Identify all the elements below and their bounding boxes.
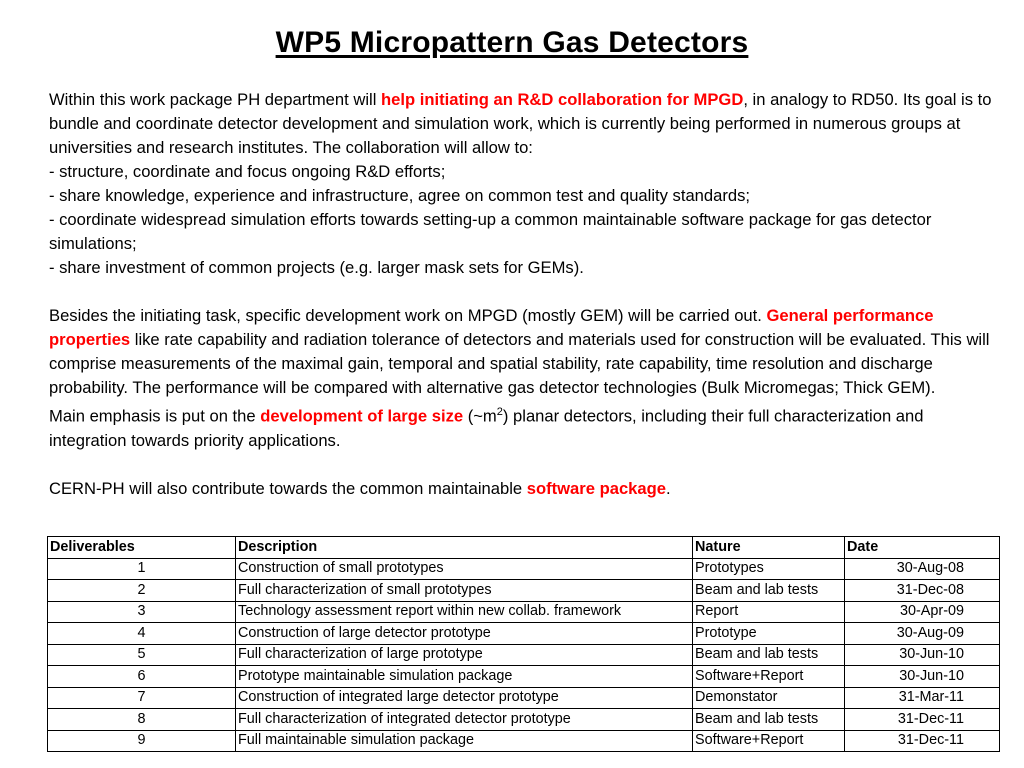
intro-text-cont: , in analogy to RD50. Its goal is to bundle and coordinate detector development and simulation work, which is currently being performed in numerous groups at universities and research institutes. The collaboration will allow to: [49,90,992,157]
bullet-item: - share knowledge, experience and infrastructure, agree on common test and quality standards; [49,186,751,205]
bullet-item: - structure, coordinate and focus ongoing R&D efforts; [49,162,446,181]
bullet-item: - coordinate widespread simulation efforts towards setting-up a common maintainable software package for gas detector simulations; [49,210,932,253]
intro-text: Within this work package PH department will [49,90,382,109]
deliverable-date: 30-Aug-09 [845,623,1000,645]
deliverable-nature: Prototype [693,623,845,645]
emphasis-paragraph [49,400,999,453]
deliverable-description: Prototype maintainable simulation package [236,666,693,688]
table-body [48,558,1000,752]
spacer [49,453,999,477]
deliverable-description: Construction of small prototypes [236,558,693,580]
deliverable-description: Full characterization of small prototypes [236,580,693,602]
deliverable-nature: Prototypes [693,558,845,580]
deliverable-nature: Beam and lab tests [693,580,845,602]
intro-paragraph [49,88,999,160]
deliverable-number: 2 [48,580,236,602]
development-text: Besides the initiating task, specific development work on MPGD (mostly GEM) will be carried out. [49,306,767,325]
deliverable-number: 5 [48,644,236,666]
deliverable-nature: Software+Report [693,666,845,688]
intro-highlight: help initiating an R&D collaboration for MPGD [381,90,744,109]
deliverable-nature: Beam and lab tests [693,644,845,666]
table-row [48,687,1000,709]
deliverable-number: 6 [48,666,236,688]
deliverable-date: 31-Mar-11 [845,687,1000,709]
deliverable-description: Construction of integrated large detector prototype [236,687,693,709]
emphasis-text-cont: ) planar detectors, including their full characterization and integration towards priority applications. [49,406,924,450]
deliverable-description: Full characterization of large prototype [236,644,693,666]
software-highlight: software package [526,478,666,498]
deliverables-table [47,536,1000,752]
header-deliverables: Deliverables [48,537,236,559]
deliverable-nature: Beam and lab tests [693,709,845,731]
bullet-item: - share investment of common projects (e.g. larger mask sets for GEMs). [49,258,584,277]
table-row [48,601,1000,623]
deliverable-date: 31-Dec-11 [845,709,1000,731]
deliverable-date: 31-Dec-08 [845,580,1000,602]
deliverable-date: 30-Jun-10 [845,666,1000,688]
development-text-cont: like rate capability and radiation tolerance of detectors and materials used for construction will be evaluated. This will comprise measurements of the maximal gain, temporal and spatial stability, rate capability, time resolution and discharge probability. The performance will be compared with alternative gas detector technologies (Bulk Micromegas; Thick GEM). [49,330,990,397]
deliverable-description: Technology assessment report within new collab. framework [236,601,693,623]
deliverable-date: 30-Apr-09 [845,601,1000,623]
body-text [49,88,999,501]
table-row [48,666,1000,688]
deliverable-number: 8 [48,709,236,731]
deliverable-nature: Report [693,601,845,623]
deliverable-date: 30-Aug-08 [845,558,1000,580]
header-description: Description [236,537,693,559]
deliverable-number: 1 [48,558,236,580]
deliverable-number: 3 [48,601,236,623]
table-row [48,709,1000,731]
deliverable-nature: Software+Report [693,730,845,752]
development-paragraph [49,304,999,400]
emphasis-text-mid: (~m [463,406,497,426]
development-highlight: General performance properties [49,306,934,349]
software-text-cont: . [666,478,671,498]
emphasis-text: Main emphasis is put on the [49,406,261,426]
deliverable-description: Full maintainable simulation package [236,730,693,752]
table-row [48,558,1000,580]
deliverable-number: 7 [48,687,236,709]
deliverable-number: 4 [48,623,236,645]
deliverable-date: 31-Dec-11 [845,730,1000,752]
deliverable-description: Construction of large detector prototype [236,623,693,645]
deliverable-nature: Demonstator [693,687,845,709]
header-nature: Nature [693,537,845,559]
spacer [49,280,999,304]
software-text: CERN-PH will also contribute towards the common maintainable [49,478,527,498]
software-paragraph [49,477,999,501]
deliverable-date: 30-Jun-10 [845,644,1000,666]
deliverable-number: 9 [48,730,236,752]
page-title: WP5 Micropattern Gas Detectors [275,26,749,59]
emphasis-highlight: development of large size [260,406,464,426]
table-row [48,644,1000,666]
superscript: 2 [496,406,503,418]
deliverable-description: Full characterization of integrated detector prototype [236,709,693,731]
header-date: Date [845,537,1000,559]
table-row [48,580,1000,602]
table-header-row [48,537,1000,559]
table-row [48,730,1000,752]
table-row [48,623,1000,645]
